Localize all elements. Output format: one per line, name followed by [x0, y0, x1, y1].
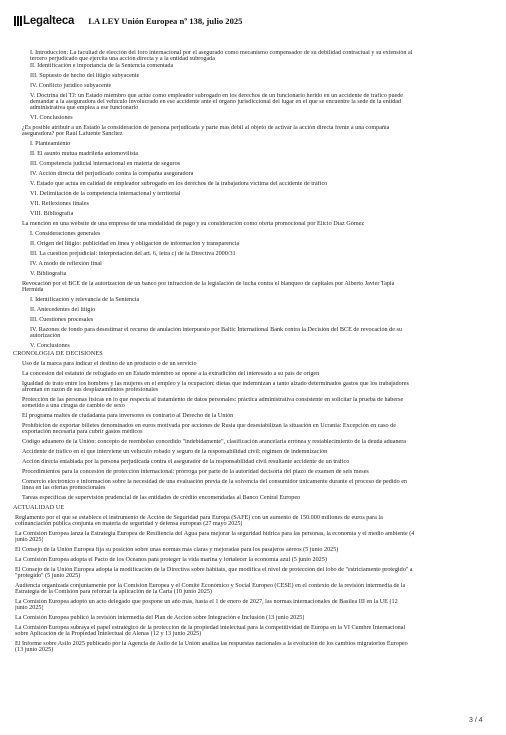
cronologia-item-link[interactable]: sometido a una cirugía de cambio de sexo [22, 403, 125, 409]
cronologia-item-link[interactable]: Código aduanero de la Unión: concepto de reembolso concedido "indebidamente", clasificación arancelaria errónea y restablecimiento de la deuda aduanera [22, 439, 407, 445]
actualidad-item-link[interactable]: junio 2025) [15, 537, 44, 543]
cronologia-item-link[interactable]: La concesión del estatuto de refugiado en un Estado miembro se opone a la extradición del interesado a su país de origen [22, 371, 320, 377]
actualidad-item-link[interactable]: El Consejo de la Unión Europea fija su posición sobre unas normas más claras y mejoradas para los pasajeros aéreos (5 junio 2025) [15, 547, 339, 553]
actualidad-item-link[interactable]: La Comisión Europea lanza la Estrategia Europea de Resiliencia del Agua para mejorar la seguridad hídrica para las personas, la economía y el medio ambiente (4 [15, 531, 415, 537]
toc-entry-link[interactable]: I. Introducción: La facultad de elección del foro internacional por el asegurado como mecanismo compensador de su debilidad contractual y su extensión al [30, 50, 413, 56]
cronologia-item-link[interactable]: Accidente de tráfico en el que interviene un vehículo robado y seguro de la responsabilidad civil: régimen de indemnización [22, 449, 328, 455]
cronologia-heading: CRONOLOGÍA DE DECISIONES [13, 351, 103, 357]
cronologia-item-link[interactable]: línea en las ofertas promocionales [22, 485, 106, 491]
toc-entry-link[interactable]: II. Origen del litigio: publicidad en línea y obligación de información y transparencia [30, 241, 240, 247]
actualidad-item-link[interactable]: La Comisión Europea subraya el papel estratégico de la protección de la propiedad intelectual para la competitividad de Europa en la VI Cumbre Internacional [15, 625, 406, 631]
logo-bars-icon [14, 16, 22, 26]
toc-entry-link[interactable]: administrativa que emplea a ese funcionario [30, 105, 139, 111]
cronologia-item-link[interactable]: Igualdad de trato entre los hombres y las mujeres en el empleo y la ocupación: dietas que indemnizan a tanto alzado determinados gastos que los trabajadores [22, 381, 409, 387]
toc-entry-link[interactable]: V. Estado que actúa en calidad de empleador subrogado en los derechos de la trabajadora víctima del accidente de tráfico [30, 181, 328, 187]
cronologia-item-link[interactable]: Tareas específicas de supervisión prudencial de las entidades de crédito encomendadas al Banco Central Europeo [22, 495, 301, 501]
toc-entry-link[interactable]: aseguradora? por Raúl Lafuente Sánchez [22, 131, 123, 137]
toc-entry-link[interactable]: IV. Acción directa del perjudicado contra la compañía aseguradora [30, 171, 194, 177]
cronologia-item-link[interactable]: Acción directa entablada por la persona perjudicada contra el asegurador de la responsabilidad civil resultante accidente de un tráfico [22, 459, 350, 465]
toc-entry-link[interactable]: V. Doctrina del TJ: un Estado miembro que actúe como empleador subrogado en los derechos de un funcionario herido en un accidente de tráfico puede [30, 93, 404, 99]
toc-entry-link[interactable]: V. Bibliografía [30, 271, 67, 277]
toc-entry-link[interactable]: VIII. Bibliografía [30, 211, 74, 217]
toc-entry-link[interactable]: II. El asunto mutua madrileña automovilista [30, 151, 139, 157]
actualidad-item-link[interactable]: Audiencia organizada conjuntamente por la Comisión Europea y el Comité Económico y Social Europeo (CESE) en el contexto de la revisión intermedia de la [15, 583, 406, 589]
actualidad-heading: ACTUALIDAD UE [13, 505, 65, 511]
toc-entry-link[interactable]: Hermida [22, 287, 44, 293]
toc-entry-link[interactable]: IV. A modo de reflexión final [30, 261, 102, 267]
actualidad-item-link[interactable]: La Comisión Europea publicó la revisión intermedia del Plan de Acción sobre Integración e Inclusión (13 junio 2025) [15, 615, 305, 621]
legalteca-logo [14, 15, 74, 27]
toc-entry-link[interactable]: III. La cuestión prejudicial: interpretación del art. 6, letra c) de la Directiva 2000/31 [30, 251, 236, 257]
toc-entry-link[interactable]: III. Competencia judicial internacional en materia de seguros [30, 161, 181, 167]
actualidad-item-link[interactable]: "protegido" (5 junio 2025) [15, 573, 81, 579]
toc-entry-link[interactable]: III. Supuesto de hecho del litigio subyacente [30, 73, 140, 79]
actualidad-item-link[interactable]: Reglamento por el que se establece el instrumento de Acción de Seguridad para Europa (SAFE) con un aumento de 150.000 millones de euros para la [15, 515, 383, 521]
toc-entry-link[interactable]: III. Cuestiones procesales [30, 317, 94, 323]
actualidad-item-link[interactable]: La Comisión Europea adopta el Pacto de los Océanos para proteger la vida marina y fortalecer la economía azul (5 junio 2025) [15, 557, 327, 563]
toc-entry-link[interactable]: VI. Conclusiones [30, 115, 73, 121]
cronologia-item-link[interactable]: afrontan en razón de sus desplazamientos profesionales [22, 387, 159, 393]
toc-entry-link[interactable]: demandar a la aseguradora del vehículo involucrado en ese accidente ante el órgano jurisdiccional del lugar en el que se encuentre la sede de la entidad [30, 99, 402, 105]
toc-entry-link[interactable]: VI. Delimitación de la competencia internacional y territorial [30, 191, 181, 197]
actualidad-item-link[interactable]: El Informe sobre Asilo 2025 publicado por la Agencia de Asilo de la Unión analiza las respuestas nacionales a la evolución de los cambios migratorios Europeo [15, 641, 408, 647]
cronologia-item-link[interactable]: Procedimientos para la concesión de protección internacional: prórroga por parte de la autoridad decisoria del plazo de examen de seis meses [22, 469, 369, 475]
toc-entry-link[interactable]: La mención en una website de una empresa de una modalidad de pago y su consideración como oferta promocional por Elicio Díaz Gómez [22, 221, 365, 227]
cronologia-item-link[interactable]: Prohibición de exportar billetes denominados en euros motivada por acciones de Rusia que desestabilizan la situación en Ucrania: Excepción en caso de [22, 423, 396, 429]
cronologia-item-link[interactable]: exportación necesaria para cubrir gastos médicos [22, 429, 143, 435]
document-title: LA LEY Unión Europea nº 138, julio 2025 [88, 16, 243, 26]
actualidad-item-link[interactable]: La Comisión Europea adoptó un acto delegado que pospone un año más, hasta el 1 de enero de 2027, las normas internacionales de Basilea III en la UE (12 [15, 599, 398, 605]
toc-entry-link[interactable]: VII. Reflexiones finales [30, 201, 89, 207]
toc-entry-link[interactable]: IV. Razones de fondo para desestimar el recurso de anulación interpuesto por Baltic International Bank contra la Decisión del BCE de revocación de su [30, 327, 402, 333]
toc-entry-link[interactable]: I. Consideraciones generales [30, 231, 101, 237]
toc-entry-link[interactable]: V. Conclusiones [30, 343, 70, 349]
actualidad-item-link[interactable]: sobre Aplicación de la Propiedad Intelectual de Alenas (12 y 13 junio 2025) [15, 631, 202, 637]
toc-entry-link[interactable]: tercero perjudicado que ejercita una acción directa y a la entidad subrogada [30, 56, 215, 62]
actualidad-item-link[interactable]: cofinanciación pública conjunta en materia de seguridad y defensa europeas (27 mayo 2025) [15, 521, 243, 527]
cronologia-item-link[interactable]: Uso de la marca para indicar el destino de un producto o de un servicio [22, 361, 197, 367]
actualidad-item-link[interactable]: (13 junio 2025) [15, 647, 54, 653]
cronologia-item-link[interactable]: El programa maltés de ciudadanía para inversores es contrario al Derecho de la Unión [22, 413, 234, 419]
toc-entry-link[interactable]: I. Identificación y relevancia de la Sentencia [30, 297, 140, 303]
actualidad-item-link[interactable]: El Consejo de la Unión Europea adopta la modificación de la Directiva sobre hábitats, que modifica el nivel de protección del lobo de "estrictamente protegido" a [15, 567, 413, 573]
logo-text: Legalteca [23, 15, 75, 27]
toc-entry-link[interactable]: ¿Es posible atribuir a un Estado la consideración de persona perjudicada y parte más débil al objeto de activar la acción directa frente a una compañía [22, 125, 390, 131]
toc-entry-link[interactable]: II. Identificación e importancia de la Sentencia comentada [30, 63, 174, 69]
toc-entry-link[interactable]: I. Planteamiento [30, 141, 71, 147]
actualidad-item-link[interactable]: junio 2025) [15, 605, 44, 611]
toc-entry-link[interactable]: Revocación por el BCE de la autorización de un banco por infracción de la legislación de lucha contra el blanqueo de capitales por Alberto Javier Tapia [22, 281, 395, 287]
toc-entry-link[interactable]: IV. Conflicto jurídico subyacente [30, 83, 112, 89]
toc-entry-link[interactable]: autorización [30, 333, 61, 339]
toc-entry-link[interactable]: II. Antecedentes del litigio [30, 307, 96, 313]
page-header [14, 12, 494, 30]
cronologia-item-link[interactable]: Protección de las personas físicas en lo que respecta al tratamiento de datos personales: práctica administrativa consistente en solicitar la prueba de haberse [22, 397, 404, 403]
actualidad-item-link[interactable]: Estrategia de la Comisión para reforzar la aplicación de la Carta (10 junio 2025) [15, 589, 212, 595]
cronologia-item-link[interactable]: Comercio electrónico e información sobre la necesidad de una evaluación previa de la solvencia del consumidor únicamente durante el proceso de pedido en [22, 479, 408, 485]
page-number: 3 / 4 [469, 717, 483, 724]
